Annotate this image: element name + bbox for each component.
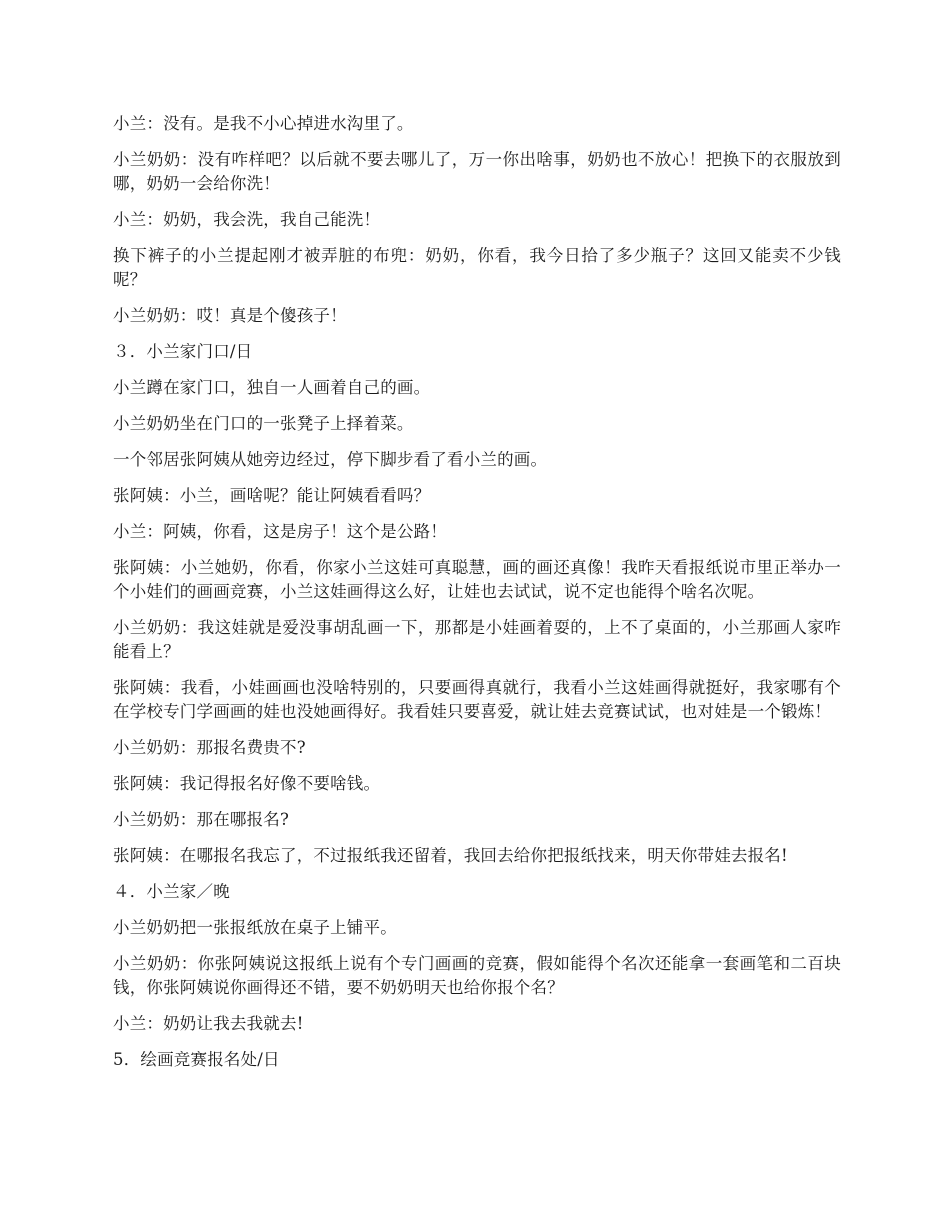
paragraph: 小兰奶奶：你张阿姨说这报纸上说有个专门画画的竞赛，假如能得个名次还能拿一套画笔和二百块钱，你张阿姨说你画得还不错，要不奶奶明天也给你报个名？ <box>113 954 841 997</box>
paragraph: 小兰奶奶：没有咋样吧？以后就不要去哪儿了，万一你出啥事，奶奶也不放心！把换下的衣服放到哪，奶奶一会给你洗！ <box>113 150 841 193</box>
paragraph: 小兰奶奶：那报名费贵不? <box>113 738 306 757</box>
paragraph: 张阿姨：小兰她奶，你看，你家小兰这娃可真聪慧，画的画还真像！我昨天看报纸说市里正举办一个小娃们的画画竞赛，小兰这娃画得这么好，让娃也去试试，说不定也能得个啥名次呢。 <box>113 558 841 601</box>
scene-heading: ４．小兰家／晚 <box>113 882 230 901</box>
paragraph: 小兰奶奶：那在哪报名? <box>113 810 290 829</box>
document-page <box>113 112 841 1084</box>
paragraph: 小兰蹲在家门口，独自一人画着自己的画。 <box>113 378 431 397</box>
paragraph: 张阿姨：在哪报名我忘了，不过报纸我还留着，我回去给你把报纸找来，明天你带娃去报名! <box>113 846 788 865</box>
paragraph: 张阿姨：小兰，画啥呢？能让阿姨看看吗？ <box>113 486 431 505</box>
paragraph: 小兰奶奶把一张报纸放在桌子上铺平。 <box>113 918 397 937</box>
paragraph: 小兰：阿姨，你看，这是房子！这个是公路！ <box>113 522 447 541</box>
paragraph: 一个邻居张阿姨从她旁边经过，停下脚步看了看小兰的画。 <box>113 450 548 469</box>
paragraph: 小兰奶奶坐在门口的一张凳子上择着菜。 <box>113 414 414 433</box>
scene-heading: ３．小兰家门口/日 <box>113 342 253 361</box>
paragraph: 换下裤子的小兰提起刚才被弄脏的布兜：奶奶，你看，我今日拾了多少瓶子？这回又能卖不少钱呢？ <box>113 246 841 289</box>
paragraph: 小兰奶奶：我这娃就是爱没事胡乱画一下，那都是小娃画着耍的，上不了桌面的，小兰那画人家咋能看上？ <box>113 618 841 661</box>
paragraph: 小兰：奶奶，我会洗，我自己能洗！ <box>113 210 381 229</box>
scene-heading: 5．绘画竞赛报名处/日 <box>113 1050 280 1069</box>
paragraph: 小兰：奶奶让我去我就去! <box>113 1014 304 1033</box>
paragraph: 小兰：没有。是我不小心掉进水沟里了。 <box>113 114 414 133</box>
paragraph: 张阿姨：我看，小娃画画也没啥特别的，只要画得真就行，我看小兰这娃画得就挺好，我家哪有个在学校专门学画画的娃也没她画得好。我看娃只要喜爱，就让娃去竞赛试试，也对娃是一个锻炼！ <box>113 678 841 721</box>
paragraph: 小兰奶奶：哎！真是个傻孩子！ <box>113 306 347 325</box>
paragraph: 张阿姨：我记得报名好像不要啥钱。 <box>113 774 381 793</box>
